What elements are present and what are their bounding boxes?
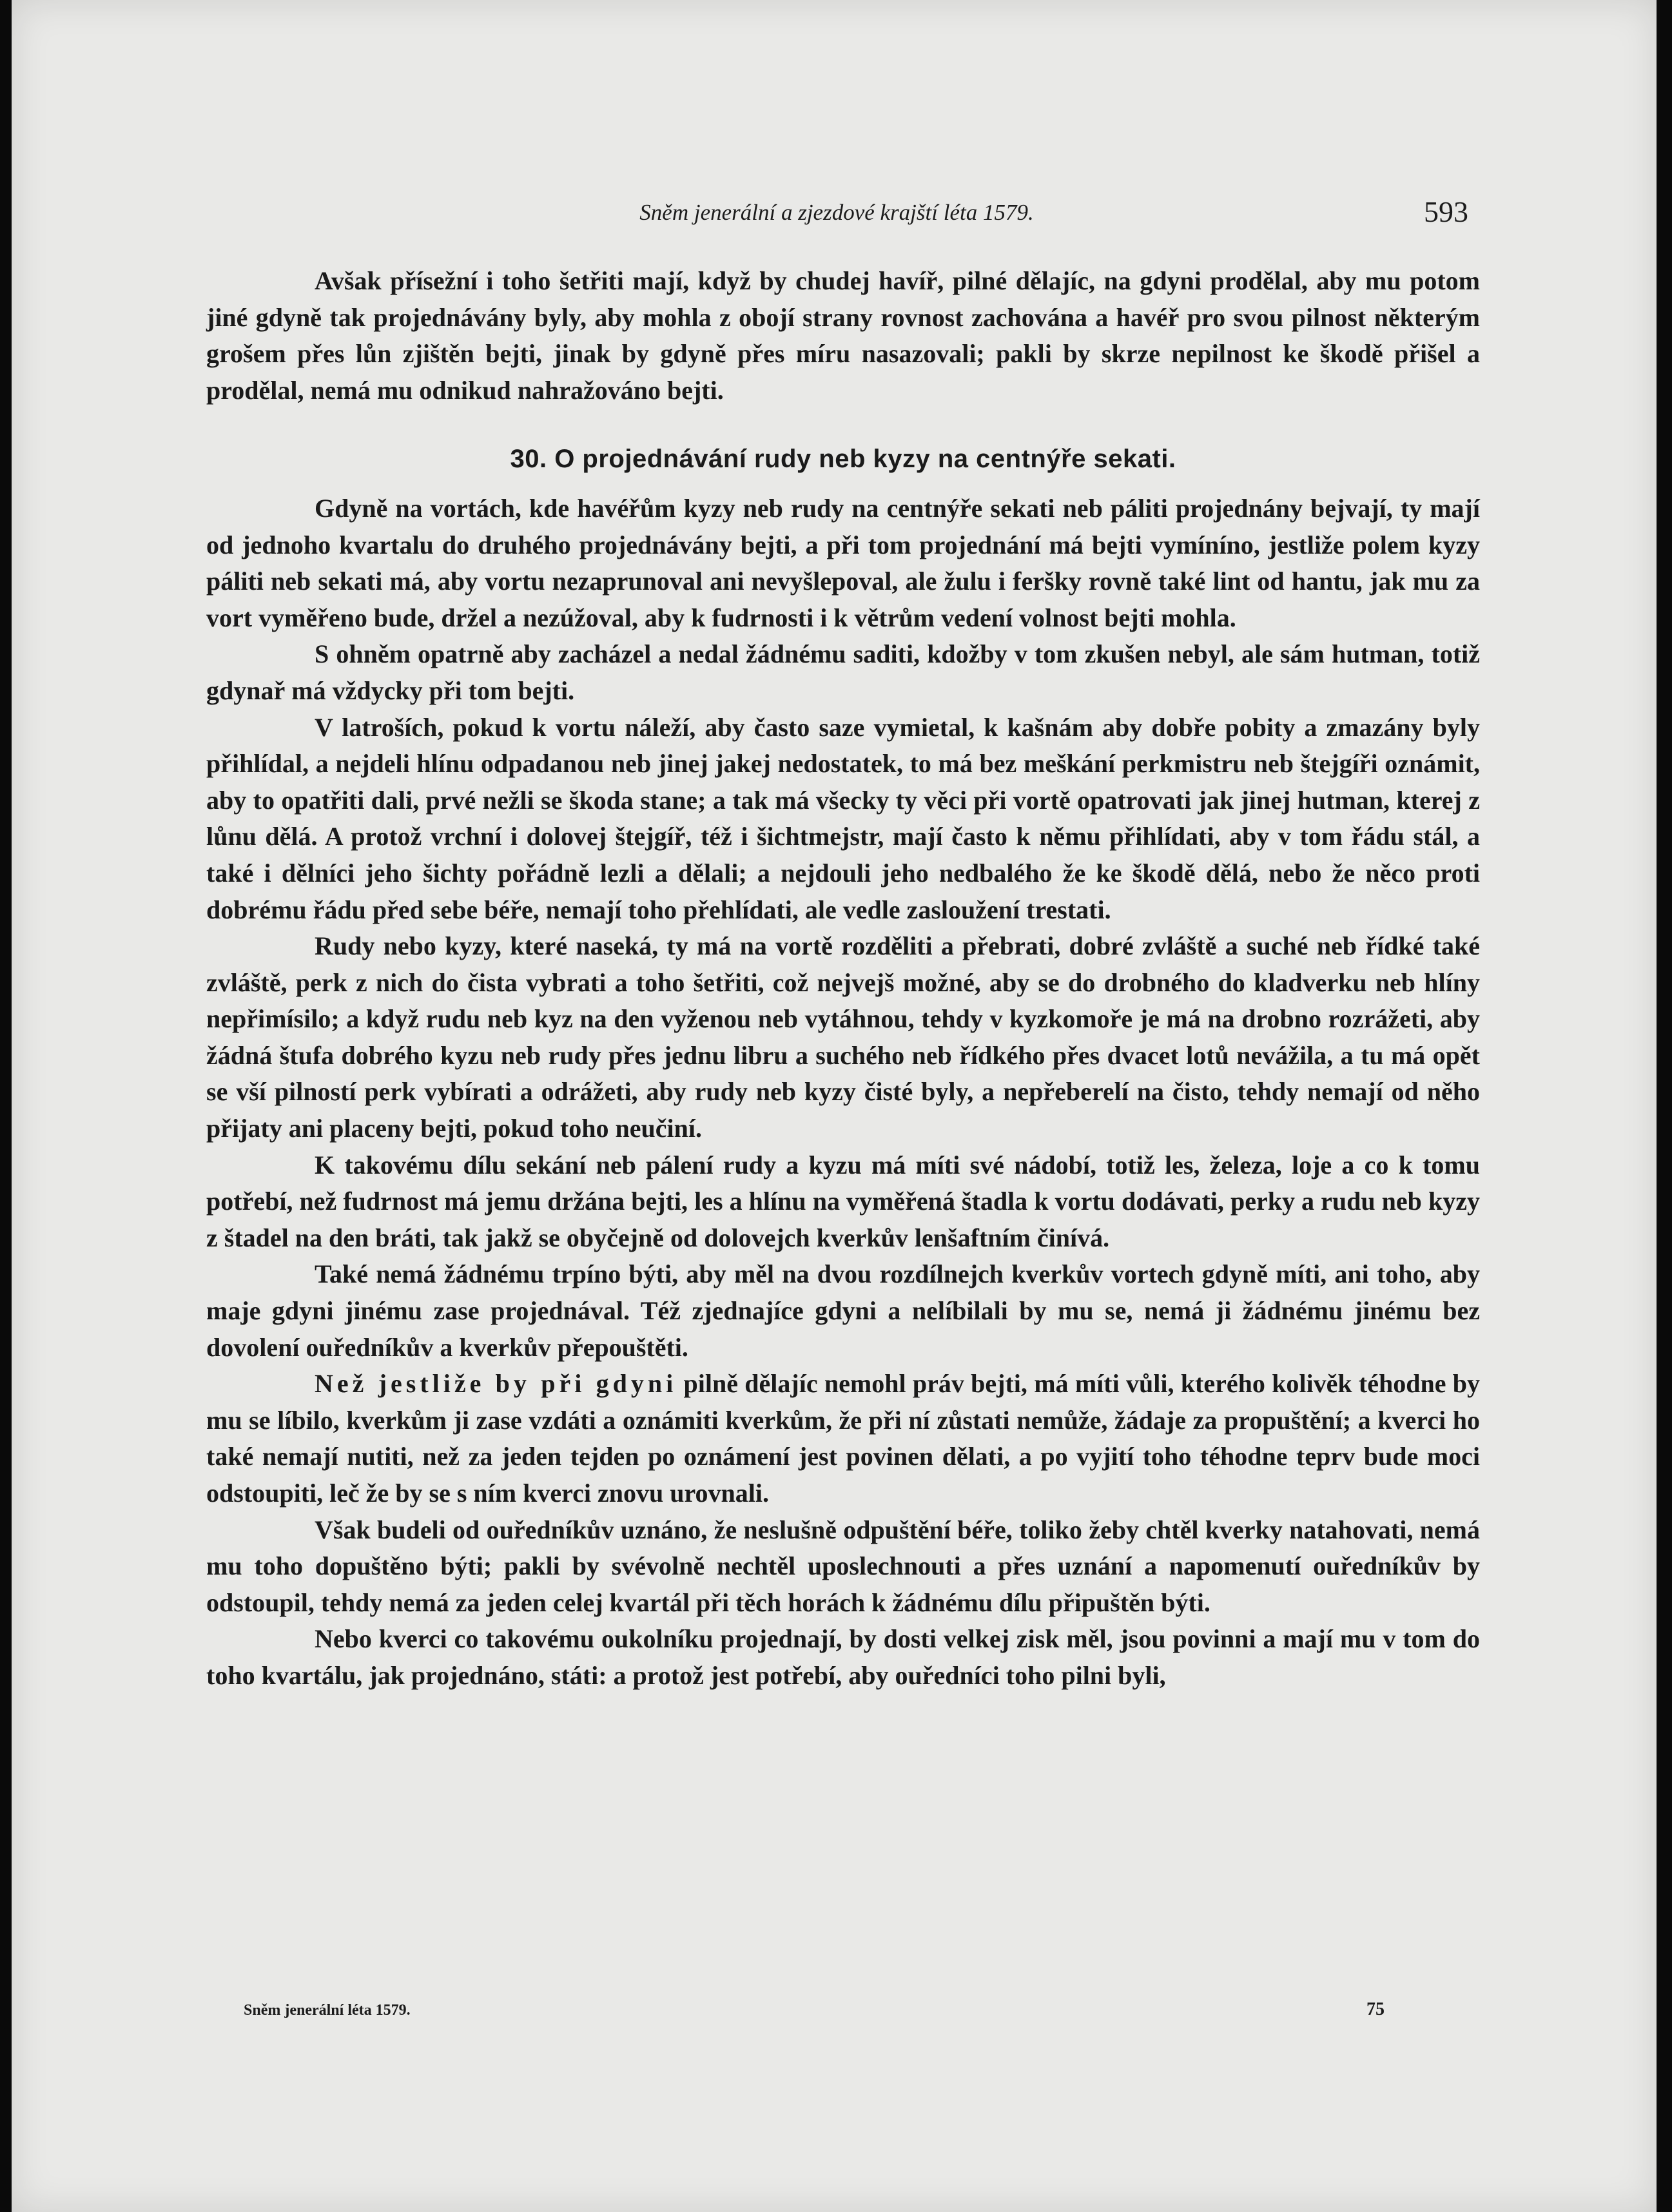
page-number: 593 (1424, 195, 1468, 228)
footer-sheet-number: 75 (1366, 1999, 1385, 2019)
paragraph-text: pilně dělajíc nemohl práv bejti, má míti vůli, kterého kolivěk téhodne by mu se líbilo, kverkům ji zase vzdáti a oznámiti kverkům, že při ní zůstati nemůže, žádaje za propuštění; a kverci ho také nemají nutiti, než za jeden tejden po oznámení jest povinen dělati, a po vyjití toho téhodne teprv bude moci odstoupiti, leč že by se s ním kverci znovu urovnali. (206, 1369, 1480, 1508)
paragraph: V latroších, pokud k vortu náleží, aby často saze vymietal, k kašnám aby dobře pobity a zmazány byly přihlídal, a nejdeli hlínu odpadanou neb jinej jakej nedostatek, to má bez meškání perkmistru neb štejgíři oznámit, aby to opatřiti dali, prvé nežli se škoda stane; a tak má všecky ty věci při vortě opatrovati jak jinej hutman, kterej z lůnu dělá. A protož vrchní i dolovej štejgíř, též i šichtmejstr, mají často k němu přihlídati, aby v tom řádu stál, a také i dělníci jeho šichty pořádně lezli a dělali; a nejdouli jeho nedbalého že ke škodě dělá, nebo že něco proti dobrému řádu před sebe béře, nemají toho přehlídati, ale vedle zasloužení trestati. (206, 712, 1480, 924)
section-heading: 30. O projednávání rudy neb kyzy na centnýře sekati. (510, 445, 1176, 474)
paragraph: Rudy nebo kyzy, které naseká, ty má na vortě rozděliti a přebrati, dobré zvláště a suché neb řídké také zvláště, perk z nich do čista vybrati a toho šetřiti, což nejvejš možné, aby se do drobného do kladverku neb hlíny nepřimísilo; a když rudu neb kyz na den vyženou neb vytáhnou, tehdy v kyzkomoře je má na drobno rozrážeti, aby žádná štufa dobrého kyzu neb rudy přes jednu libru a suchého neb řídkého přes dvacet lotů nevážila, a tu má opět se vší pilností perk vybírati a odrážeti, aby rudy neb kyzy čisté byly, a nepřeberelí na čisto, tehdy nemají od něho přijaty ani placeny bejti, pokud toho neučiní. (206, 931, 1480, 1143)
emphasized-text: Než jestliže by při gdyni (315, 1369, 677, 1399)
paragraph: Avšak přísežní i toho šetřiti mají, když by chudej havíř, pilné dělajíc, na gdyni prodělal, aby mu potom jiné gdyně tak projednávány byly, aby mohla z obojí strany rovnost zachována a havéř pro svou pilnost některým grošem přes lůn zjištěn bejti, jinak by gdyně přes míru nasazovali; pakli by skrze nepilnost ke škodě přišel a prodělal, nemá mu odnikud nahražováno bejti. (206, 266, 1480, 405)
page-footer (244, 1999, 1385, 2025)
scan-border-right (1657, 0, 1672, 2212)
paragraph: S ohněm opatrně aby zacházel a nedal žádnému saditi, kdožby v tom zkušen nebyl, ale sám hutman, totiž gdynař má vždycky při tom bejti. (206, 639, 1480, 705)
paragraph: K takovému dílu sekání neb pálení rudy a kyzu má míti své nádobí, totiž les, železa, loje a co k tomu potřebí, než fudrnost má jemu držána bejti, les a hlínu na vyměřená štadla k vortu dodávati, perky a rudu neb kyzy z štadel na den bráti, tak jakž se obyčejně od dolovejch kverkův lenšaftním činívá. (206, 1150, 1480, 1252)
scan-border-left (0, 0, 12, 2212)
paragraph: Gdyně na vortách, kde havéřům kyzy neb rudy na centnýře sekati neb páliti projednány bejvají, ty mají od jednoho kvartalu do druhého projednávány bejti, a při tom projednání má bejti vymíníno, jestliže polem kyzy páliti neb sekati má, aby vortu nezaprunoval ani nevyšlepoval, ale žulu i feršky rovně také lint od hantu, jak mu za vort vyměřeno bude, držel a nezúžoval, aby k fudrnosti i k větrům vedení volnost bejti mohla. (206, 493, 1480, 632)
running-header (205, 193, 1468, 232)
paragraph (206, 1366, 1480, 1511)
paragraph: Nebo kverci co takovému oukolníku projednají, by dosti velkej zisk měl, jsou povinni a mají mu v tom do toho kvartálu, jak projednáno, státi: a protož jest potřebí, aby ouředníci toho pilni byli, (206, 1624, 1480, 1690)
paragraph: Však budeli od ouředníkův uznáno, že neslušně odpuštění béře, toliko žeby chtěl kverky natahovati, nemá mu toho dopuštěno býti; pakli by svévolně nechtěl uposlechnouti a přes uznání a napomenutí ouředníkův by odstoupil, tehdy nemá za jeden celej kvartál při těch horách k žádnému dílu připuštěn býti. (206, 1515, 1480, 1617)
paragraph: Také nemá žádnému trpíno býti, aby měl na dvou rozdílnejch kverkův vortech gdyně míti, ani toho, aby maje gdyni jinému zase projednával. Též zjednajíce gdyni a nelíbilali by mu se, nemá ji žádnému jinému bez dovolení ouředníkův a kverkův přepouštěti. (206, 1259, 1480, 1362)
body-text (206, 263, 1480, 1694)
footer-signature: Sněm jenerální léta 1579. (244, 2002, 411, 2019)
running-title: Sněm jenerální a zjezdové krajští léta 1579. (639, 200, 1034, 225)
